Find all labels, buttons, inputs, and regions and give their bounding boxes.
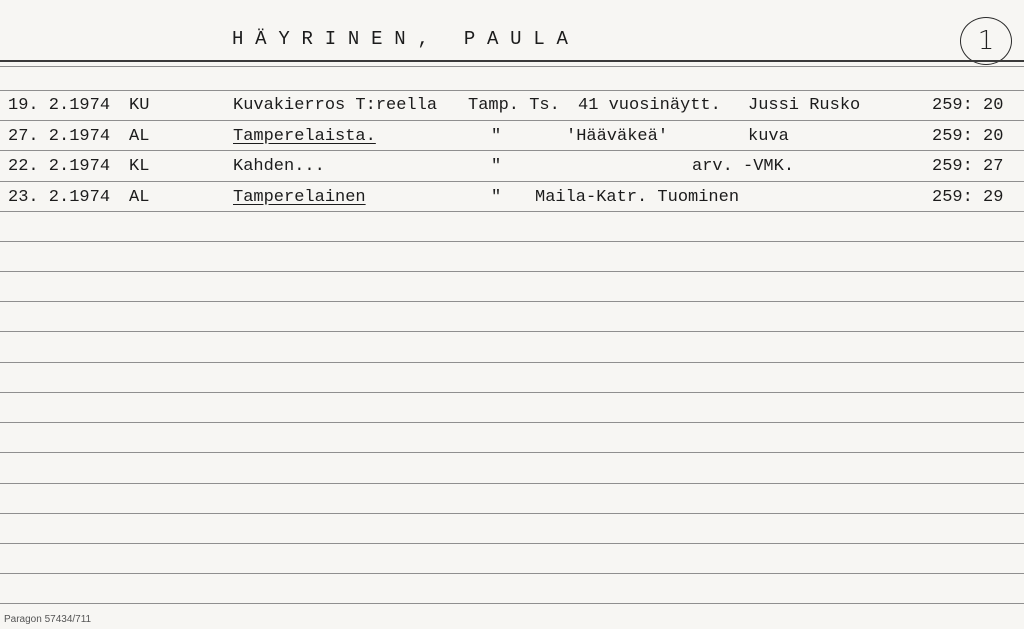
entry-title: Tamperelainen: [233, 188, 366, 207]
entry-date: 23. 2.1974: [8, 188, 111, 207]
rule-line: [0, 120, 1024, 121]
rule-line: [0, 603, 1024, 604]
entry-ref: 259: 20: [932, 127, 1004, 146]
rule-line: [0, 452, 1024, 453]
card-footer: Paragon 57434/711: [4, 614, 92, 625]
rule-line: [0, 301, 1024, 302]
rule-line: [0, 422, 1024, 423]
rule-line: [0, 241, 1024, 242]
entry-paper: ": [491, 188, 502, 207]
entry-ref: 259: 29: [932, 188, 1004, 207]
header-rule: [0, 60, 1024, 62]
rule-line: [0, 271, 1024, 272]
entry-note: 41 vuosinäytt.: [578, 96, 721, 115]
rule-line: [0, 211, 1024, 212]
entry-title: Tamperelaista.: [233, 127, 376, 146]
entry-code: KL: [129, 157, 150, 176]
rule-line: [0, 543, 1024, 544]
card-title: HÄYRINEN, PAULA: [232, 28, 580, 50]
entry-note: 'Hääväkeä': [566, 127, 669, 146]
entry-paper: Tamp. Ts.: [468, 96, 560, 115]
entry-author: Jussi Rusko: [748, 96, 861, 115]
entry-paper: ": [491, 127, 502, 146]
rule-line: [0, 181, 1024, 182]
entry-date: 22. 2.1974: [8, 157, 111, 176]
rule-line: [0, 331, 1024, 332]
entry-title: Kuvakierros T:reella: [233, 96, 438, 115]
entry-date: 19. 2.1974: [8, 96, 111, 115]
card-number: 1: [960, 17, 1012, 65]
rule-line: [0, 362, 1024, 363]
header-rule-thin: [0, 66, 1024, 67]
entry-ref: 259: 20: [932, 96, 1004, 115]
entry-author: arv. -VMK.: [692, 157, 795, 176]
entry-code: AL: [129, 188, 150, 207]
entry-author: Maila-Katr. Tuominen: [535, 188, 740, 207]
entry-date: 27. 2.1974: [8, 127, 111, 146]
rule-line: [0, 392, 1024, 393]
rule-line: [0, 483, 1024, 484]
entry-title: Kahden...: [233, 157, 325, 176]
rule-line: [0, 90, 1024, 91]
rule-line: [0, 573, 1024, 574]
entry-code: AL: [129, 127, 150, 146]
rule-line: [0, 513, 1024, 514]
entry-ref: 259: 27: [932, 157, 1004, 176]
entry-author: kuva: [748, 127, 789, 146]
entry-code: KU: [129, 96, 150, 115]
entry-paper: ": [491, 157, 502, 176]
rule-line: [0, 150, 1024, 151]
